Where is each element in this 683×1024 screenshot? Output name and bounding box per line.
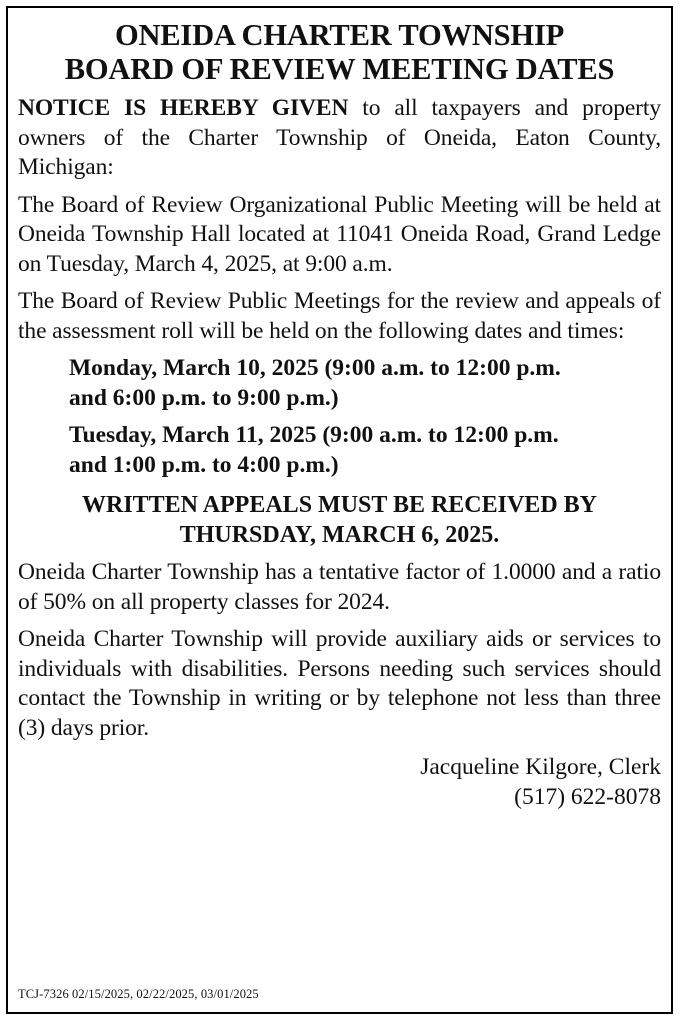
ada-paragraph: Oneida Charter Township will provide auxiliary aids or services to individuals with disabilities. Persons needing such services should contact the Township in writing or by telephone not less than three (3) days prior.: [18, 626, 661, 741]
deadline-line-1: WRITTEN APPEALS MUST BE RECEIVED BY: [81, 492, 597, 518]
schedule-line: Monday, March 10, 2025 (9:00 a.m. to 12:00 p.m.: [69, 355, 561, 381]
schedule-line: Tuesday, March 11, 2025 (9:00 a.m. to 12:00 p.m.: [69, 422, 559, 448]
deadline-line-2: THURSDAY, MARCH 6, 2025.: [179, 522, 500, 548]
public-meetings-paragraph: The Board of Review Public Meetings for the review and appeals of the assessment roll will be held on the following dates and times:: [18, 288, 661, 344]
schedule-item-monday: [69, 354, 661, 413]
title-line-1: ONEIDA CHARTER TOWNSHIP: [114, 18, 565, 52]
signature-block: [8, 753, 661, 812]
intro-paragraph: [18, 94, 661, 183]
clerk-phone: (517) 622-8078: [514, 783, 661, 810]
intro-lead: NOTICE IS HEREBY GIVEN: [18, 95, 349, 121]
factor-paragraph: Oneida Charter Township has a tentative factor of 1.0000 and a ratio of 50% on all property classes for 2024.: [18, 559, 661, 615]
publication-footer: TCJ-7326 02/15/2025, 02/22/2025, 03/01/2025: [18, 987, 259, 1001]
intro-text: to all taxpayers and property owners of the Charter Township of Oneida, Eaton County, Michigan:: [18, 95, 661, 180]
title-line-2: BOARD OF REVIEW MEETING DATES: [64, 52, 615, 86]
schedule-item-tuesday: [69, 421, 661, 480]
notice-title: [8, 18, 671, 86]
clerk-name: Jacqueline Kilgore, Clerk: [420, 754, 661, 780]
legal-notice: [6, 6, 673, 1014]
schedule-line: and 6:00 p.m. to 9:00 p.m.): [69, 384, 339, 411]
appeals-deadline: [8, 490, 671, 550]
schedule-line: and 1:00 p.m. to 4:00 p.m.): [69, 451, 339, 478]
organizational-meeting-paragraph: The Board of Review Organizational Public Meeting will be held at Oneida Township Hall located at 11041 Oneida Road, Grand Ledge on Tuesday, March 4, 2025, at 9:00 a.m.: [18, 191, 661, 277]
